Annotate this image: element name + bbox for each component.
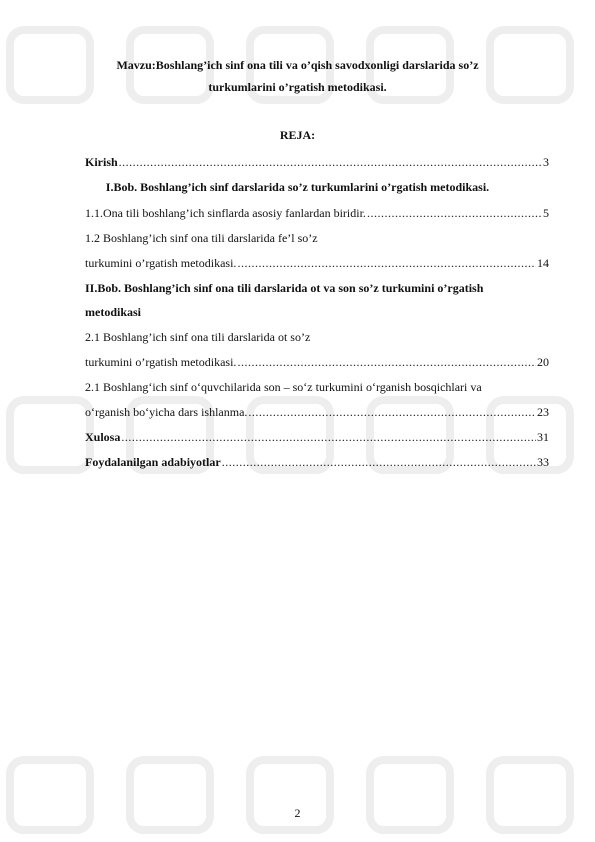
plan-heading: REJA: <box>279 128 316 142</box>
chapter-2-heading-line-2: metodikasi <box>85 305 142 319</box>
toc-label: Xulosa <box>85 430 121 444</box>
toc-page-number: 14 <box>537 256 549 270</box>
toc-leader-dots <box>121 430 536 445</box>
toc-leader-dots <box>367 206 542 221</box>
toc-label: 1.1.Ona tili boshlang’ich sinflarda asosiy fanlardan biridir. <box>85 206 366 220</box>
toc-entry-2-1-line-1: 2.1 Boshlang’ich sinf ona tili darslarida ot so’z <box>85 330 311 344</box>
document-title-line-1: Mavzu:Boshlang’ich sinf ona tili va o’qish savodxonligi darslarida so’z <box>116 58 479 72</box>
toc-leader-dots <box>222 455 536 470</box>
toc-entry-kirish <box>85 155 549 170</box>
chapter-2-heading-line-1: II.Bob. Boshlang’ich sinf ona tili darslarida ot va son so’z turkumini o’rgatish <box>85 281 484 295</box>
toc-leader-dots <box>237 355 536 370</box>
toc-label: o‘rganish bo‘yicha dars ishlanma. <box>85 405 248 419</box>
toc-entry-1-2-line-1: 1.2 Boshlang’ich sinf ona tili darslarida fe’l so’z <box>85 231 318 245</box>
toc-page-number: 23 <box>537 405 549 419</box>
toc-page-number: 3 <box>543 155 549 169</box>
toc-entry-2-1 <box>85 355 549 370</box>
chapter-1-heading: I.Bob. Boshlang’ich sinf darslarida so’z turkumlarini o’rgatish metodikasi. <box>105 180 490 194</box>
toc-entry-1-2 <box>85 256 549 271</box>
toc-entry-adabiyotlar <box>85 455 549 470</box>
toc-page-number: 5 <box>543 206 549 220</box>
toc-entry-2-1b <box>85 405 549 420</box>
page-number: 2 <box>294 806 301 820</box>
toc-label: turkumini o’rgatish metodikasi. <box>85 256 237 270</box>
toc-page-number: 31 <box>537 430 549 444</box>
toc-entry-xulosa <box>85 430 549 445</box>
toc-page-number: 33 <box>537 455 549 469</box>
toc-label: turkumini o’rgatish metodikasi. <box>85 355 237 369</box>
toc-leader-dots <box>237 256 536 271</box>
toc-leader-dots <box>119 155 542 170</box>
toc-leader-dots <box>248 405 536 420</box>
toc-entry-1-1 <box>85 206 549 221</box>
toc-label: Kirish <box>85 155 118 169</box>
toc-label: Foydalanilgan adabiyotlar <box>85 455 221 469</box>
toc-page-number: 20 <box>537 355 549 369</box>
document-title-line-2: turkumlarini o’rgatish metodikasi. <box>208 80 387 94</box>
toc-entry-2-1b-line-1: 2.1 Boshlang‘ich sinf o‘quvchilarida son – so‘z turkumini o‘rganish bosqichlari va <box>85 380 482 394</box>
